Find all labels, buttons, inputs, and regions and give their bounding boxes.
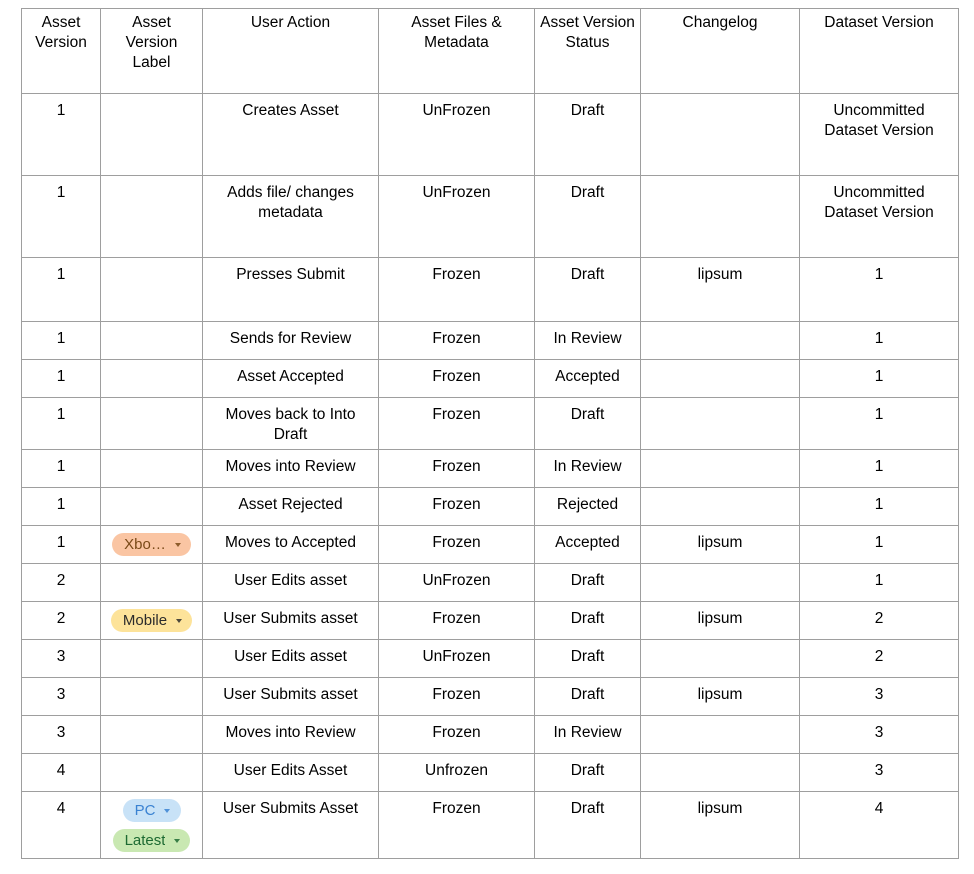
version-label-chip-text: Mobile xyxy=(122,613,168,628)
column-header-asset-files-metadata: Asset Files & Metadata xyxy=(379,9,535,94)
column-header-asset-version-label: Asset Version Label xyxy=(101,9,203,94)
asset-version-lifecycle-table xyxy=(21,8,959,859)
cell-changelog xyxy=(641,754,800,792)
cell-user-action: Sends for Review xyxy=(203,322,379,360)
table-row xyxy=(22,322,959,360)
cell-asset-version-status: Rejected xyxy=(535,488,641,526)
cell-asset-version-status: Draft xyxy=(535,94,641,176)
cell-asset-version: 2 xyxy=(22,564,101,602)
table-row xyxy=(22,792,959,859)
cell-asset-version-status: In Review xyxy=(535,450,641,488)
column-header-asset-version: Asset Version xyxy=(22,9,101,94)
cell-user-action: Moves into Review xyxy=(203,450,379,488)
cell-asset-version-label xyxy=(101,640,203,678)
table-row xyxy=(22,716,959,754)
column-header-user-action: User Action xyxy=(203,9,379,94)
version-label-chip-xbox[interactable] xyxy=(112,533,191,556)
cell-user-action: User Edits asset xyxy=(203,640,379,678)
cell-asset-version-label xyxy=(101,754,203,792)
cell-asset-files-metadata: Frozen xyxy=(379,258,535,322)
table-row xyxy=(22,258,959,322)
cell-user-action: Adds file/ changes metadata xyxy=(203,176,379,258)
cell-asset-version-status: Draft xyxy=(535,602,641,640)
cell-dataset-version: Uncommitted Dataset Version xyxy=(800,176,959,258)
cell-asset-version-label xyxy=(101,564,203,602)
cell-asset-files-metadata: Frozen xyxy=(379,398,535,450)
cell-asset-version-status: Accepted xyxy=(535,526,641,564)
cell-asset-files-metadata: Frozen xyxy=(379,322,535,360)
cell-changelog xyxy=(641,640,800,678)
cell-asset-files-metadata: UnFrozen xyxy=(379,640,535,678)
cell-asset-version: 1 xyxy=(22,526,101,564)
cell-asset-version: 1 xyxy=(22,398,101,450)
cell-dataset-version: Uncommitted Dataset Version xyxy=(800,94,959,176)
column-header-dataset-version: Dataset Version xyxy=(800,9,959,94)
cell-asset-files-metadata: Frozen xyxy=(379,488,535,526)
cell-changelog xyxy=(641,176,800,258)
cell-dataset-version: 1 xyxy=(800,564,959,602)
cell-asset-version-label xyxy=(101,678,203,716)
cell-dataset-version: 1 xyxy=(800,450,959,488)
cell-asset-version-label xyxy=(101,602,203,640)
cell-asset-version-status: Draft xyxy=(535,564,641,602)
cell-asset-files-metadata: Frozen xyxy=(379,792,535,859)
version-label-chip-text: PC xyxy=(134,803,156,818)
version-label-chip-mobile[interactable] xyxy=(111,609,192,632)
chevron-down-icon[interactable] xyxy=(176,619,182,623)
cell-asset-version-status: Draft xyxy=(535,176,641,258)
table-body xyxy=(22,94,959,859)
cell-asset-version: 4 xyxy=(22,754,101,792)
cell-asset-files-metadata: UnFrozen xyxy=(379,94,535,176)
chevron-down-icon[interactable] xyxy=(164,809,170,813)
cell-user-action: Moves into Review xyxy=(203,716,379,754)
cell-user-action: User Submits asset xyxy=(203,602,379,640)
cell-asset-files-metadata: Frozen xyxy=(379,360,535,398)
cell-asset-version-label xyxy=(101,716,203,754)
cell-asset-files-metadata: Frozen xyxy=(379,450,535,488)
table-row xyxy=(22,94,959,176)
cell-dataset-version: 1 xyxy=(800,526,959,564)
cell-asset-version-label xyxy=(101,176,203,258)
table-row xyxy=(22,640,959,678)
header-row xyxy=(22,9,959,94)
cell-asset-version: 1 xyxy=(22,258,101,322)
cell-asset-version: 4 xyxy=(22,792,101,859)
cell-dataset-version: 1 xyxy=(800,488,959,526)
table-row xyxy=(22,564,959,602)
cell-asset-version: 2 xyxy=(22,602,101,640)
cell-dataset-version: 1 xyxy=(800,258,959,322)
cell-asset-version: 1 xyxy=(22,176,101,258)
cell-changelog xyxy=(641,398,800,450)
cell-asset-version: 3 xyxy=(22,678,101,716)
cell-changelog: lipsum xyxy=(641,526,800,564)
cell-asset-version: 3 xyxy=(22,640,101,678)
cell-asset-version-status: Draft xyxy=(535,678,641,716)
cell-changelog: lipsum xyxy=(641,678,800,716)
table-row xyxy=(22,398,959,450)
cell-asset-version-label xyxy=(101,360,203,398)
cell-changelog xyxy=(641,360,800,398)
cell-changelog xyxy=(641,94,800,176)
cell-changelog xyxy=(641,716,800,754)
cell-dataset-version: 4 xyxy=(800,792,959,859)
cell-asset-files-metadata: Frozen xyxy=(379,526,535,564)
table-row xyxy=(22,602,959,640)
table-row xyxy=(22,488,959,526)
cell-asset-files-metadata: UnFrozen xyxy=(379,176,535,258)
table-row xyxy=(22,360,959,398)
cell-user-action: User Submits asset xyxy=(203,678,379,716)
cell-asset-version-label xyxy=(101,488,203,526)
cell-asset-version-label xyxy=(101,450,203,488)
cell-asset-version: 1 xyxy=(22,488,101,526)
cell-dataset-version: 2 xyxy=(800,640,959,678)
cell-asset-files-metadata: Frozen xyxy=(379,678,535,716)
cell-user-action: User Submits Asset xyxy=(203,792,379,859)
cell-asset-version-status: In Review xyxy=(535,322,641,360)
table-row xyxy=(22,754,959,792)
cell-user-action: Asset Rejected xyxy=(203,488,379,526)
cell-user-action: Presses Submit xyxy=(203,258,379,322)
table-row xyxy=(22,678,959,716)
cell-asset-files-metadata: UnFrozen xyxy=(379,564,535,602)
cell-user-action: Moves back to Into Draft xyxy=(203,398,379,450)
cell-asset-version-status: Draft xyxy=(535,640,641,678)
cell-dataset-version: 1 xyxy=(800,322,959,360)
cell-user-action: Moves to Accepted xyxy=(203,526,379,564)
cell-changelog xyxy=(641,488,800,526)
cell-asset-version-label xyxy=(101,398,203,450)
table-row xyxy=(22,526,959,564)
cell-asset-version-status: Draft xyxy=(535,792,641,859)
cell-asset-files-metadata: Unfrozen xyxy=(379,754,535,792)
cell-asset-version: 1 xyxy=(22,450,101,488)
cell-changelog: lipsum xyxy=(641,258,800,322)
table-header xyxy=(22,9,959,94)
cell-asset-version-status: Draft xyxy=(535,258,641,322)
cell-changelog xyxy=(641,450,800,488)
version-label-chip-pc[interactable] xyxy=(123,799,181,822)
chevron-down-icon[interactable] xyxy=(174,839,180,843)
cell-asset-version-label xyxy=(101,258,203,322)
cell-asset-version: 1 xyxy=(22,360,101,398)
cell-asset-version-status: Draft xyxy=(535,398,641,450)
cell-user-action: Creates Asset xyxy=(203,94,379,176)
chevron-down-icon[interactable] xyxy=(175,543,181,547)
cell-asset-files-metadata: Frozen xyxy=(379,716,535,754)
version-label-chip-group xyxy=(106,797,197,854)
table-row xyxy=(22,450,959,488)
cell-user-action: User Edits Asset xyxy=(203,754,379,792)
cell-asset-version: 1 xyxy=(22,94,101,176)
cell-user-action: Asset Accepted xyxy=(203,360,379,398)
cell-asset-files-metadata: Frozen xyxy=(379,602,535,640)
cell-dataset-version: 3 xyxy=(800,716,959,754)
cell-dataset-version: 1 xyxy=(800,360,959,398)
cell-asset-version-label xyxy=(101,322,203,360)
cell-asset-version-status: In Review xyxy=(535,716,641,754)
cell-asset-version: 1 xyxy=(22,322,101,360)
column-header-asset-version-status: Asset Version Status xyxy=(535,9,641,94)
version-label-chip-latest[interactable] xyxy=(113,829,191,852)
cell-asset-version-status: Draft xyxy=(535,754,641,792)
cell-asset-version-status: Accepted xyxy=(535,360,641,398)
version-label-chip-text: Xbo… xyxy=(124,537,166,552)
cell-asset-version-label xyxy=(101,526,203,564)
cell-dataset-version: 3 xyxy=(800,678,959,716)
cell-dataset-version: 3 xyxy=(800,754,959,792)
cell-user-action: User Edits asset xyxy=(203,564,379,602)
cell-changelog: lipsum xyxy=(641,792,800,859)
table-row xyxy=(22,176,959,258)
cell-changelog xyxy=(641,564,800,602)
cell-dataset-version: 2 xyxy=(800,602,959,640)
cell-changelog: lipsum xyxy=(641,602,800,640)
version-label-chip-text: Latest xyxy=(124,833,166,848)
cell-changelog xyxy=(641,322,800,360)
cell-asset-version-label xyxy=(101,94,203,176)
cell-asset-version-label xyxy=(101,792,203,859)
column-header-changelog: Changelog xyxy=(641,9,800,94)
cell-asset-version: 3 xyxy=(22,716,101,754)
cell-dataset-version: 1 xyxy=(800,398,959,450)
